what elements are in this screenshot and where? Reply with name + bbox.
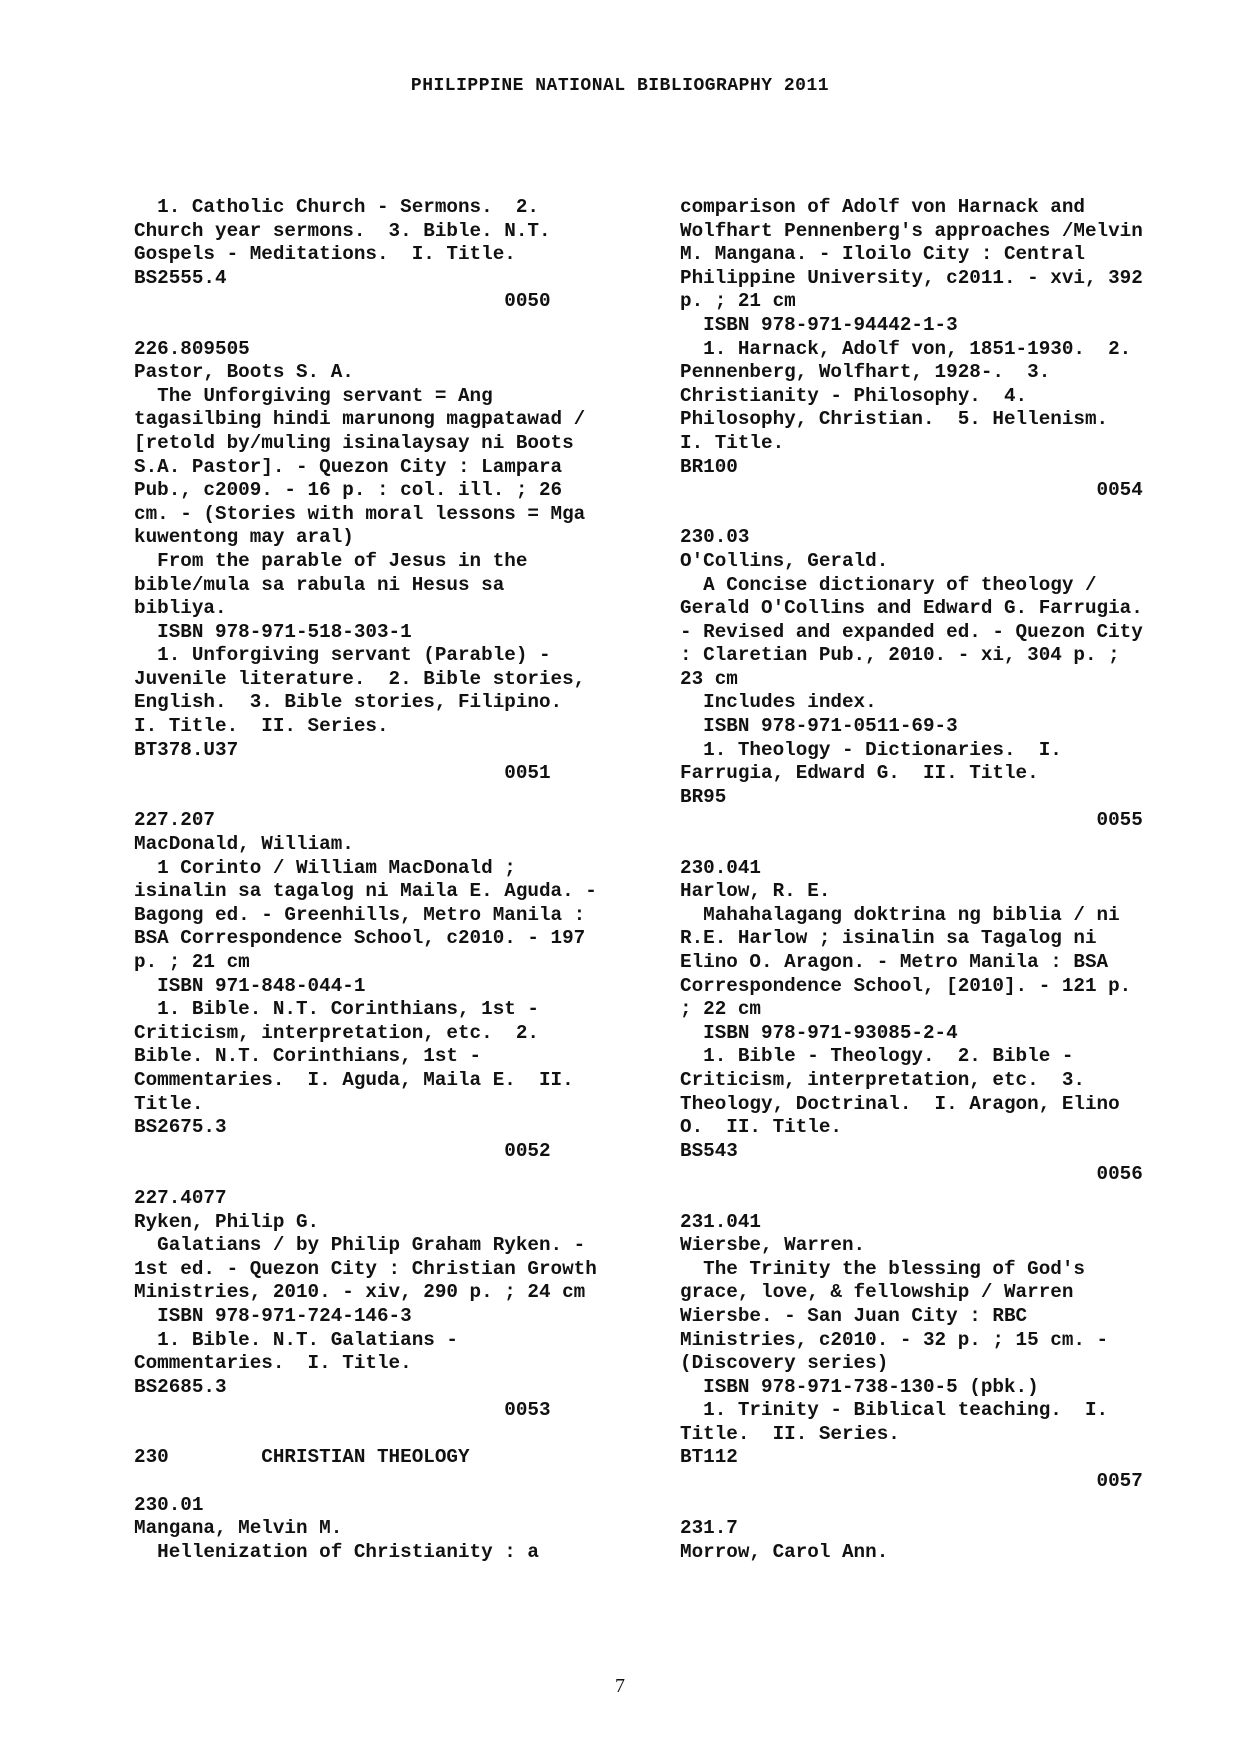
- text-line: kuwentong may aral): [134, 526, 354, 549]
- text-line: isinalin sa tagalog ni Maila E. Aguda. -: [134, 880, 597, 903]
- text-line: Bible. N.T. Corinthians, 1st -: [134, 1045, 482, 1068]
- text-line: 0055: [680, 809, 1143, 832]
- text-line: 231.041: [680, 1210, 761, 1233]
- text-line: [134, 314, 654, 338]
- text-line: BT112: [680, 1446, 738, 1469]
- text-line: Title. II. Series.: [680, 1422, 900, 1445]
- text-line: ISBN 978-971-518-303-1: [134, 620, 412, 643]
- text-line: O. II. Title.: [680, 1116, 842, 1139]
- text-line: bible/mula sa rabula ni Hesus sa: [134, 573, 505, 596]
- text-line: M. Mangana. - Iloilo City : Central: [680, 243, 1085, 266]
- text-line: Criticism, interpretation, etc. 3.: [680, 1068, 1085, 1091]
- text-line: Wiersbe, Warren.: [680, 1234, 866, 1257]
- text-line: 227.4077: [134, 1186, 227, 1209]
- page-number: 7: [615, 1675, 625, 1697]
- text-line: ISBN 971-848-044-1: [134, 974, 366, 997]
- text-line: Theology, Doctrinal. I. Aragon, Elino: [680, 1092, 1120, 1115]
- text-line: [134, 1423, 654, 1447]
- text-line: [134, 1470, 654, 1494]
- text-line: [134, 786, 654, 810]
- text-line: - Revised and expanded ed. - Quezon City: [680, 620, 1143, 643]
- text-line: 1. Bible. N.T. Corinthians, 1st -: [134, 998, 539, 1021]
- text-line: 1. Bible - Theology. 2. Bible -: [680, 1045, 1074, 1068]
- text-line: BR95: [680, 785, 727, 808]
- text-line: (Discovery series): [680, 1352, 889, 1375]
- text-line: 0057: [680, 1470, 1143, 1493]
- text-line: BS2685.3: [134, 1375, 227, 1398]
- text-line: Gerald O'Collins and Edward G. Farrugia.: [680, 597, 1143, 620]
- text-line: Hellenization of Christianity : a: [134, 1540, 539, 1563]
- text-line: Title.: [134, 1092, 204, 1115]
- text-line: 1. Harnack, Adolf von, 1851-1930. 2.: [680, 337, 1132, 360]
- text-line: 0050: [134, 290, 551, 313]
- text-line: [680, 1494, 1200, 1518]
- text-line: 1. Unforgiving servant (Parable) -: [134, 644, 551, 667]
- text-line: Philosophy, Christian. 5. Hellenism.: [680, 408, 1109, 431]
- text-line: 1. Trinity - Biblical teaching. I.: [680, 1399, 1109, 1422]
- text-line: Wiersbe. - San Juan City : RBC: [680, 1304, 1028, 1327]
- text-line: Mahahalagang doktrina ng biblia / ni: [680, 903, 1120, 926]
- text-line: I. Title.: [680, 431, 785, 454]
- text-line: [134, 1163, 654, 1187]
- text-line: BS2555.4: [134, 266, 227, 289]
- text-line: Harlow, R. E.: [680, 880, 831, 903]
- text-line: [680, 1187, 1200, 1211]
- text-line: ISBN 978-971-94442-1-3: [680, 313, 958, 336]
- text-line: 0054: [680, 479, 1143, 502]
- text-line: BT378.U37: [134, 738, 239, 761]
- text-line: 231.7: [680, 1517, 738, 1540]
- text-line: [retold by/muling isinalaysay ni Boots: [134, 431, 574, 454]
- text-line: 1. Catholic Church - Sermons. 2.: [134, 196, 539, 218]
- text-line: cm. - (Stories with moral lessons = Mga: [134, 502, 586, 525]
- text-line: 1. Bible. N.T. Galatians -: [134, 1328, 458, 1351]
- text-line: comparison of Adolf von Harnack and: [680, 196, 1085, 218]
- page-header: PHILIPPINE NATIONAL BIBLIOGRAPHY 2011: [410, 76, 830, 96]
- text-line: Commentaries. I. Aguda, Maila E. II.: [134, 1068, 574, 1091]
- text-line: Farrugia, Edward G. II. Title.: [680, 762, 1039, 785]
- text-line: bibliya.: [134, 597, 227, 620]
- text-line: Bagong ed. - Greenhills, Metro Manila :: [134, 903, 586, 926]
- text-line: Commentaries. I. Title.: [134, 1352, 412, 1375]
- text-line: BSA Correspondence School, c2010. - 197: [134, 927, 586, 950]
- text-line: 227.207: [134, 809, 215, 832]
- text-line: ISBN 978-971-738-130-5 (pbk.): [680, 1375, 1039, 1398]
- text-line: 226.809505: [134, 337, 250, 360]
- text-line: Pastor, Boots S. A.: [134, 361, 354, 384]
- text-line: Church year sermons. 3. Bible. N.T.: [134, 219, 551, 242]
- text-line: 0051: [134, 762, 551, 785]
- text-line: Galatians / by Philip Graham Ryken. -: [134, 1234, 586, 1257]
- text-line: Wolfhart Pennenberg's approaches /Melvin: [680, 219, 1143, 242]
- text-line: Ministries, 2010. - xiv, 290 p. ; 24 cm: [134, 1281, 586, 1304]
- text-line: Criticism, interpretation, etc. 2.: [134, 1021, 539, 1044]
- text-line: Ministries, c2010. - 32 p. ; 15 cm. -: [680, 1328, 1109, 1351]
- text-line: The Unforgiving servant = Ang: [134, 384, 493, 407]
- text-line: Ryken, Philip G.: [134, 1210, 320, 1233]
- text-line: O'Collins, Gerald.: [680, 549, 889, 572]
- text-line: 0056: [680, 1163, 1143, 1186]
- text-line: S.A. Pastor]. - Quezon City : Lampara: [134, 455, 563, 478]
- text-line: 1st ed. - Quezon City : Christian Growth: [134, 1257, 597, 1280]
- text-line: R.E. Harlow ; isinalin sa Tagalog ni: [680, 927, 1097, 950]
- text-line: p. ; 21 cm: [134, 951, 250, 973]
- text-line: Juvenile literature. 2. Bible stories,: [134, 667, 586, 690]
- text-line: 230.01: [134, 1493, 204, 1516]
- text-line: 23 cm: [680, 667, 738, 690]
- right-column: [680, 196, 1200, 1564]
- text-line: 1 Corinto / William MacDonald ;: [134, 856, 516, 879]
- text-line: A Concise dictionary of theology /: [680, 573, 1097, 596]
- text-line: From the parable of Jesus in the: [134, 549, 528, 572]
- text-line: Includes index.: [680, 691, 877, 714]
- text-line: Gospels - Meditations. I. Title.: [134, 243, 516, 266]
- text-line: 0052: [134, 1139, 551, 1162]
- text-line: ISBN 978-971-0511-69-3: [680, 715, 958, 738]
- text-line: Christianity - Philosophy. 4.: [680, 384, 1028, 407]
- text-line: The Trinity the blessing of God's: [680, 1257, 1085, 1280]
- text-line: BS543: [680, 1139, 738, 1162]
- text-line: [680, 833, 1200, 857]
- text-line: MacDonald, William.: [134, 833, 354, 856]
- text-line: [680, 503, 1200, 527]
- text-line: Mangana, Melvin M.: [134, 1517, 343, 1540]
- text-line: p. ; 21 cm: [680, 290, 796, 313]
- text-line: I. Title. II. Series.: [134, 715, 389, 738]
- text-line: 1. Theology - Dictionaries. I.: [680, 738, 1062, 761]
- text-line: Pub., c2009. - 16 p. : col. ill. ; 26: [134, 479, 563, 502]
- text-line: ; 22 cm: [680, 998, 761, 1021]
- text-line: BS2675.3: [134, 1116, 227, 1139]
- text-line: ISBN 978-971-724-146-3: [134, 1304, 412, 1327]
- text-line: grace, love, & fellowship / Warren: [680, 1281, 1074, 1304]
- text-line: 230.041: [680, 856, 761, 879]
- text-line: tagasilbing hindi marunong magpatawad /: [134, 408, 586, 431]
- text-line: 230.03: [680, 526, 750, 549]
- text-line: 0053: [134, 1399, 551, 1422]
- text-line: Pennenberg, Wolfhart, 1928-. 3.: [680, 361, 1051, 384]
- text-line: 230 CHRISTIAN THEOLOGY: [134, 1446, 470, 1469]
- text-line: Philippine University, c2011. - xvi, 392: [680, 266, 1143, 289]
- text-line: English. 3. Bible stories, Filipino.: [134, 691, 563, 714]
- text-line: ISBN 978-971-93085-2-4: [680, 1021, 958, 1044]
- text-line: : Claretian Pub., 2010. - xi, 304 p. ;: [680, 644, 1120, 667]
- text-line: Elino O. Aragon. - Metro Manila : BSA: [680, 951, 1109, 973]
- text-line: BR100: [680, 455, 738, 478]
- text-line: Morrow, Carol Ann.: [680, 1540, 889, 1563]
- text-line: Correspondence School, [2010]. - 121 p.: [680, 974, 1132, 997]
- left-column: [134, 196, 654, 1564]
